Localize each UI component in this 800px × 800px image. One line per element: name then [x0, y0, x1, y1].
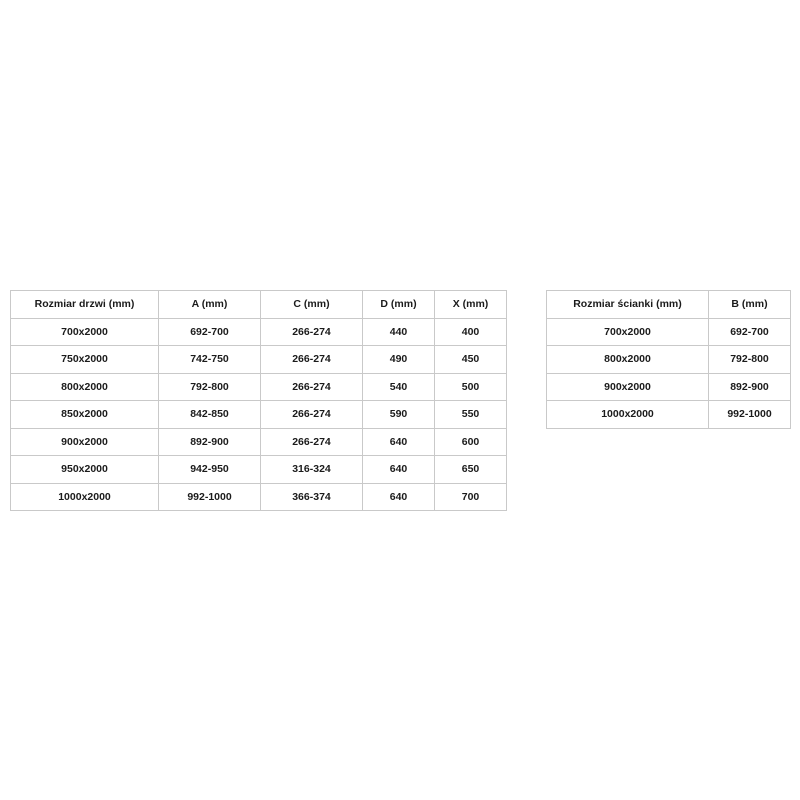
- cell-a: 942-950: [159, 456, 261, 484]
- cell-wall-size: 1000x2000: [547, 401, 709, 429]
- cell-d: 490: [363, 346, 435, 374]
- cell-b: 992-1000: [709, 401, 791, 429]
- cell-b: 892-900: [709, 373, 791, 401]
- cell-wall-size: 700x2000: [547, 318, 709, 346]
- column-header-d: D (mm): [363, 291, 435, 319]
- table-row: [547, 401, 791, 429]
- doors-dimensions-table: [10, 290, 507, 511]
- cell-c: 316-324: [261, 456, 363, 484]
- cell-x: 450: [435, 346, 507, 374]
- cell-door-size: 950x2000: [11, 456, 159, 484]
- cell-d: 640: [363, 483, 435, 511]
- column-header-b: B (mm): [709, 291, 791, 319]
- cell-b: 792-800: [709, 346, 791, 374]
- cell-x: 550: [435, 401, 507, 429]
- cell-d: 590: [363, 401, 435, 429]
- cell-door-size: 700x2000: [11, 318, 159, 346]
- cell-c: 266-274: [261, 401, 363, 429]
- table-row: [11, 373, 507, 401]
- table-row: [547, 346, 791, 374]
- cell-x: 650: [435, 456, 507, 484]
- cell-a: 842-850: [159, 401, 261, 429]
- column-header-c: C (mm): [261, 291, 363, 319]
- cell-x: 700: [435, 483, 507, 511]
- cell-a: 892-900: [159, 428, 261, 456]
- column-header-door-size: Rozmiar drzwi (mm): [11, 291, 159, 319]
- cell-wall-size: 800x2000: [547, 346, 709, 374]
- table-header-row: [547, 291, 791, 319]
- cell-x: 500: [435, 373, 507, 401]
- table-row: [11, 428, 507, 456]
- table-row: [11, 318, 507, 346]
- cell-c: 266-274: [261, 346, 363, 374]
- cell-c: 266-274: [261, 373, 363, 401]
- cell-door-size: 750x2000: [11, 346, 159, 374]
- cell-a: 992-1000: [159, 483, 261, 511]
- cell-d: 640: [363, 456, 435, 484]
- cell-x: 400: [435, 318, 507, 346]
- cell-wall-size: 900x2000: [547, 373, 709, 401]
- table-row: [547, 318, 791, 346]
- column-header-wall-size: Rozmiar ścianki (mm): [547, 291, 709, 319]
- table-row: [11, 456, 507, 484]
- column-header-a: A (mm): [159, 291, 261, 319]
- table-row: [11, 401, 507, 429]
- column-header-x: X (mm): [435, 291, 507, 319]
- cell-c: 366-374: [261, 483, 363, 511]
- cell-c: 266-274: [261, 318, 363, 346]
- cell-door-size: 900x2000: [11, 428, 159, 456]
- table-header-row: [11, 291, 507, 319]
- cell-d: 440: [363, 318, 435, 346]
- cell-a: 742-750: [159, 346, 261, 374]
- table-row: [11, 346, 507, 374]
- cell-a: 792-800: [159, 373, 261, 401]
- cell-b: 692-700: [709, 318, 791, 346]
- cell-x: 600: [435, 428, 507, 456]
- cell-door-size: 800x2000: [11, 373, 159, 401]
- cell-door-size: 1000x2000: [11, 483, 159, 511]
- cell-d: 640: [363, 428, 435, 456]
- cell-a: 692-700: [159, 318, 261, 346]
- cell-door-size: 850x2000: [11, 401, 159, 429]
- table-row: [11, 483, 507, 511]
- wall-dimensions-table: [546, 290, 791, 429]
- table-row: [547, 373, 791, 401]
- cell-c: 266-274: [261, 428, 363, 456]
- cell-d: 540: [363, 373, 435, 401]
